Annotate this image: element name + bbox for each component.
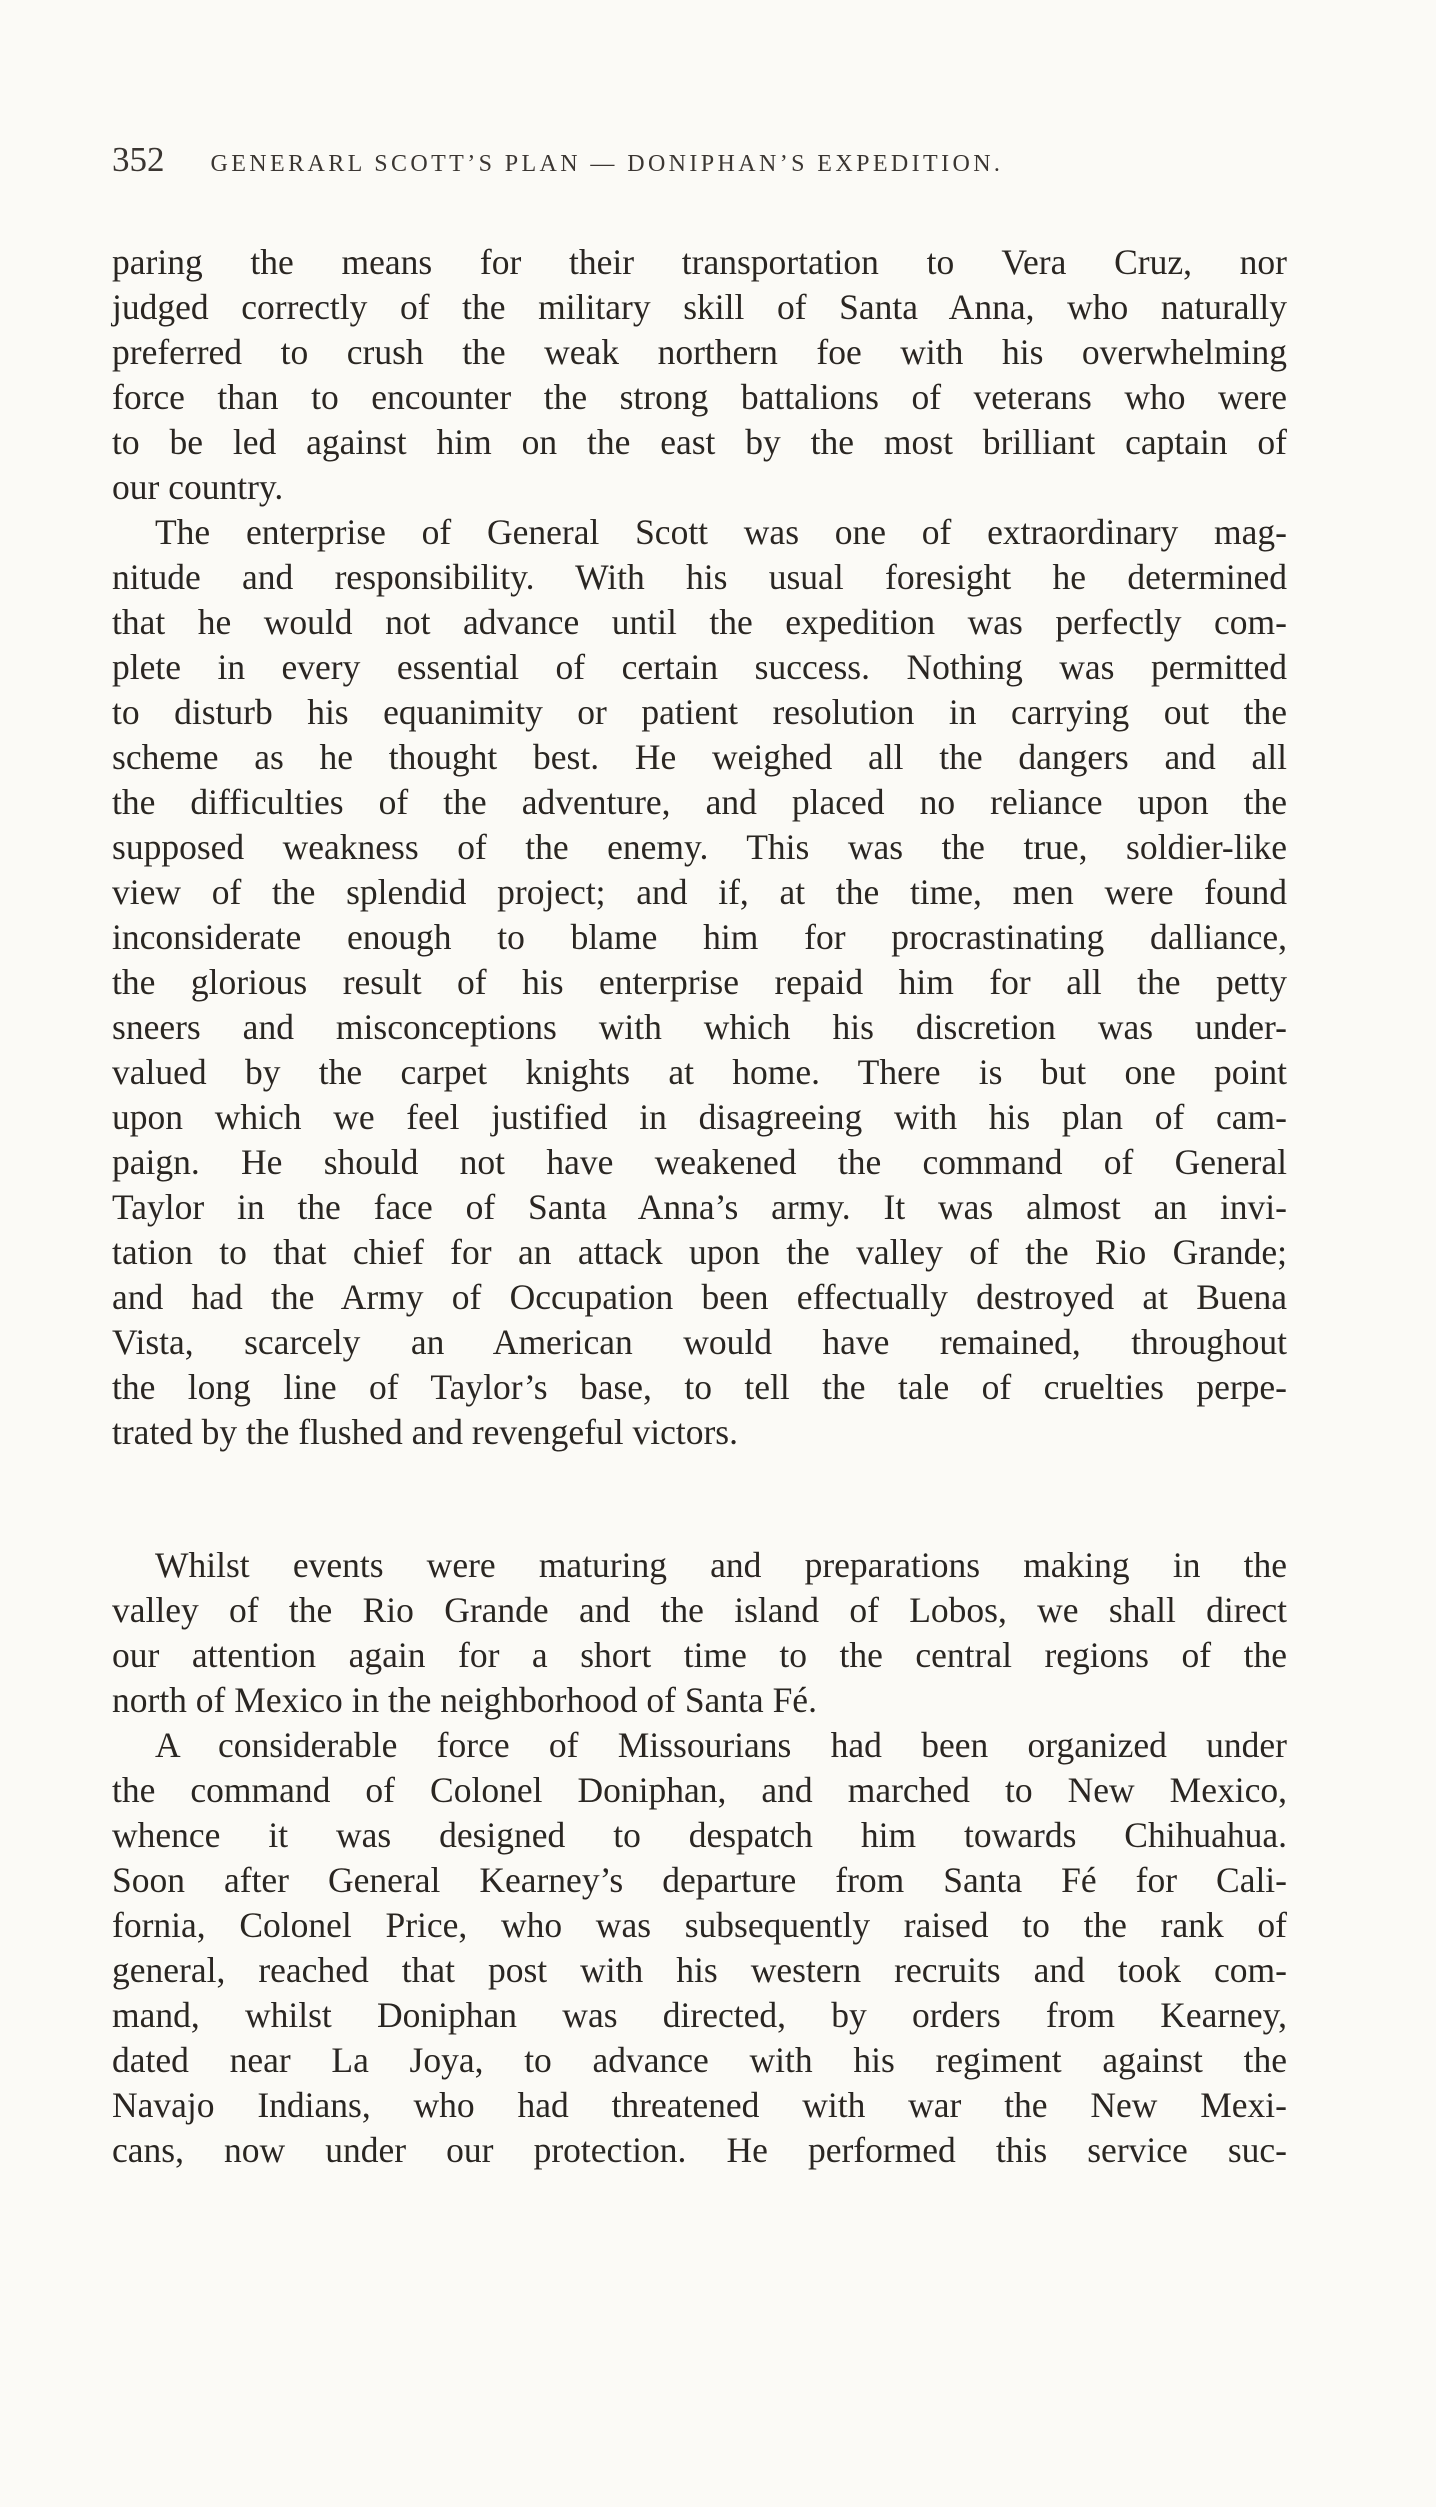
book-page xyxy=(112,140,1287,2173)
text-line: force than to encounter the strong battalions of veterans who were xyxy=(112,377,1287,417)
section-break xyxy=(112,1455,1287,1543)
text-line: dated near La Joya, to advance with his regiment against the xyxy=(112,2040,1287,2080)
body-text xyxy=(112,240,1287,2173)
text-line: Whilst events were maturing and preparations making in the xyxy=(155,1545,1287,1585)
text-line: The enterprise of General Scott was one of extraordinary mag- xyxy=(155,512,1287,552)
text-line: paign. He should not have weakened the command of General xyxy=(112,1142,1287,1182)
text-line: and had the Army of Occupation been effectually destroyed at Buena xyxy=(112,1277,1287,1317)
text-line: valley of the Rio Grande and the island of Lobos, we shall direct xyxy=(112,1590,1287,1630)
text-line: our country. xyxy=(112,467,284,507)
text-line: preferred to crush the weak northern foe with his overwhelming xyxy=(112,332,1287,372)
text-line: general, reached that post with his western recruits and took com- xyxy=(112,1950,1287,1990)
paragraph xyxy=(112,240,1287,510)
text-line: A considerable force of Missourians had been organized under xyxy=(155,1725,1287,1765)
text-line: the glorious result of his enterprise repaid him for all the petty xyxy=(112,962,1287,1002)
text-line: whence it was designed to despatch him towards Chihuahua. xyxy=(112,1815,1287,1855)
text-line: supposed weakness of the enemy. This was the true, soldier-like xyxy=(112,827,1287,867)
paragraph xyxy=(112,1543,1287,1723)
text-line: the command of Colonel Doniphan, and marched to New Mexico, xyxy=(112,1770,1287,1810)
paragraph xyxy=(112,510,1287,1455)
text-line: fornia, Colonel Price, who was subsequently raised to the rank of xyxy=(112,1905,1287,1945)
text-line: that he would not advance until the expedition was perfectly com- xyxy=(112,602,1287,642)
text-line: upon which we feel justified in disagreeing with his plan of cam- xyxy=(112,1097,1287,1137)
text-line: to be led against him on the east by the most brilliant captain of xyxy=(112,422,1287,462)
text-line: north of Mexico in the neighborhood of Santa Fé. xyxy=(112,1680,817,1720)
page-number: 352 xyxy=(112,140,165,179)
text-line: view of the splendid project; and if, at the time, men were found xyxy=(112,872,1287,912)
paragraph xyxy=(112,1723,1287,2173)
text-line: scheme as he thought best. He weighed all the dangers and all xyxy=(112,737,1287,777)
text-line: our attention again for a short time to the central regions of the xyxy=(112,1635,1287,1675)
text-line: Vista, scarcely an American would have remained, throughout xyxy=(112,1322,1287,1362)
text-line: tation to that chief for an attack upon the valley of the Rio Grande; xyxy=(112,1232,1287,1272)
text-line: Navajo Indians, who had threatened with war the New Mexi- xyxy=(112,2085,1287,2125)
text-line: the long line of Taylor’s base, to tell the tale of cruelties perpe- xyxy=(112,1367,1287,1407)
text-line: Soon after General Kearney’s departure from Santa Fé for Cali- xyxy=(112,1860,1287,1900)
text-line: plete in every essential of certain success. Nothing was permitted xyxy=(112,647,1287,687)
running-head xyxy=(112,140,1287,188)
text-line: sneers and misconceptions with which his discretion was under- xyxy=(112,1007,1287,1047)
text-line: the difficulties of the adventure, and placed no reliance upon the xyxy=(112,782,1287,822)
text-line: mand, whilst Doniphan was directed, by orders from Kearney, xyxy=(112,1995,1287,2035)
text-line: judged correctly of the military skill of Santa Anna, who naturally xyxy=(112,287,1287,327)
text-line: cans, now under our protection. He performed this service suc- xyxy=(112,2130,1287,2170)
text-line: Taylor in the face of Santa Anna’s army. It was almost an invi- xyxy=(112,1187,1287,1227)
text-line: to disturb his equanimity or patient resolution in carrying out the xyxy=(112,692,1287,732)
text-line: inconsiderate enough to blame him for procrastinating dalliance, xyxy=(112,917,1287,957)
text-line: paring the means for their transportation to Vera Cruz, nor xyxy=(112,242,1287,282)
running-head-title: GENERARL SCOTT’S PLAN — DONIPHAN’S EXPEDITION. xyxy=(210,151,1004,177)
text-line: nitude and responsibility. With his usual foresight he determined xyxy=(112,557,1287,597)
text-line: trated by the flushed and revengeful victors. xyxy=(112,1412,738,1452)
text-line: valued by the carpet knights at home. There is but one point xyxy=(112,1052,1287,1092)
